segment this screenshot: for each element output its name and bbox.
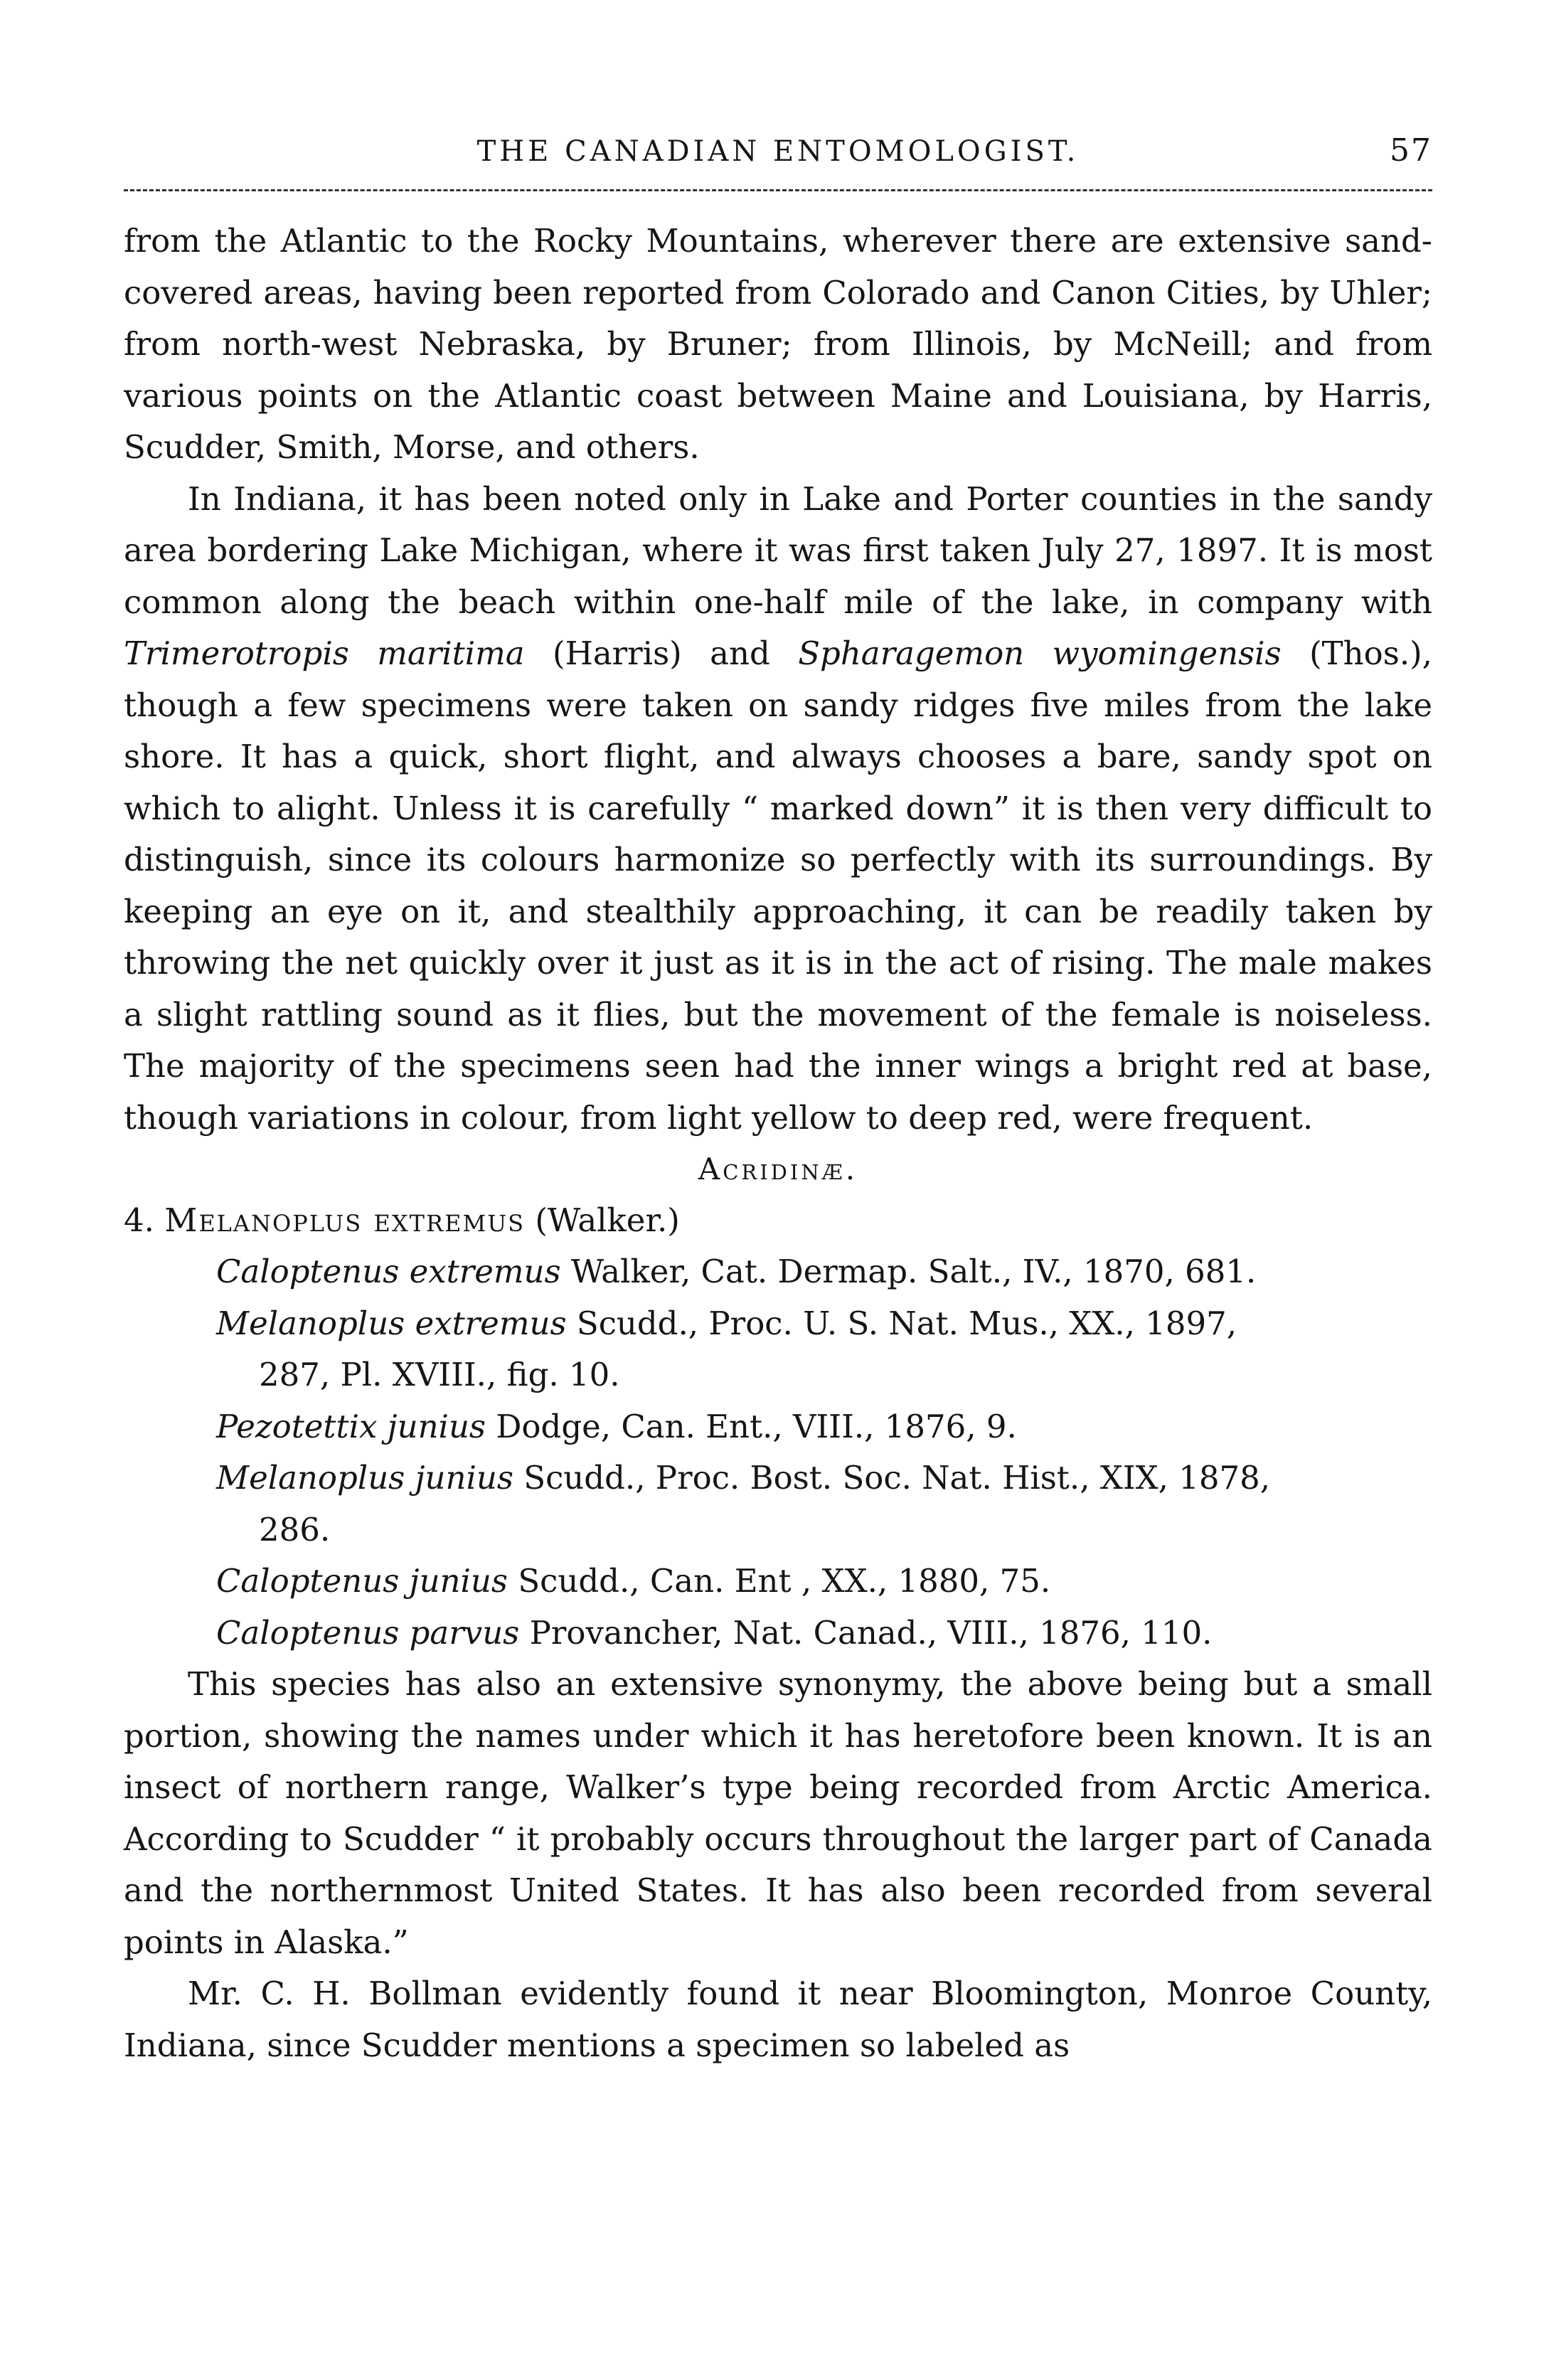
page-number: 57: [1390, 132, 1432, 169]
paragraph-2: [124, 474, 1432, 1144]
synonym-reference: Scudd., Proc. U. S. Nat. Mus., XX., 1897,: [566, 1304, 1237, 1342]
synonym-entry: [124, 1298, 1432, 1350]
synonym-entry: [124, 1452, 1432, 1504]
synonym-reference: Scudd., Can. Ent , XX., 1880, 75.: [508, 1562, 1051, 1600]
synonym-reference: Provancher, Nat. Canad., VIII., 1876, 110.: [519, 1613, 1213, 1652]
paragraph-2-text-b: (Harris) and: [524, 634, 799, 672]
species-heading: [124, 1195, 1432, 1246]
synonym-entry: [124, 1401, 1432, 1453]
species-name-trimerotropis: Trimerotropis maritima: [124, 634, 525, 672]
synonym-name: Caloptenus junius: [216, 1562, 508, 1600]
synonym-reference: Dodge, Can. Ent., VIII., 1876, 9.: [486, 1407, 1017, 1445]
document-page: [124, 128, 1432, 2071]
journal-title: THE CANADIAN ENTOMOLOGIST.: [476, 135, 1080, 168]
paragraph-4: Mr. C. H. Bollman evidently found it near Bloomington, Monroe County, Indiana, since Scudder mentions a specimen so labeled as: [124, 1975, 1432, 2064]
running-header: [124, 128, 1432, 185]
paragraph-2-text-a: In Indiana, it has been noted only in Lake and Porter counties in the sandy area bordering Lake Michigan, where it was first taken July 27, 1897. It is most common along the beach within one-half mile of the lake, in company with: [124, 479, 1432, 621]
synonym-entry: [124, 1246, 1432, 1298]
synonym-name: Pezotettix junius: [216, 1407, 486, 1445]
synonym-continuation: 287, Pl. XVIII., fig. 10.: [259, 1356, 620, 1393]
synonym-continuation: 286.: [259, 1510, 331, 1548]
species-name-spharagemon: Spharagemon wyomingensis: [798, 634, 1282, 672]
synonym-reference: Scudd., Proc. Bost. Soc. Nat. Hist., XIX, 1878,: [513, 1459, 1271, 1497]
synonym-entry: [124, 1608, 1432, 1659]
species-number: 4.: [124, 1201, 154, 1239]
synonym-name: Caloptenus extremus: [216, 1253, 561, 1290]
synonym-name: Melanoplus junius: [216, 1459, 513, 1497]
species-author: (Walker.): [535, 1201, 680, 1239]
synonym-name: Caloptenus parvus: [216, 1613, 520, 1652]
header-rule: [124, 189, 1432, 191]
section-heading: Acridinæ.: [698, 1152, 858, 1186]
synonym-entry: [124, 1556, 1432, 1608]
paragraph-3: This species has also an extensive synonymy, the above being but a small portion, showing the names under which it has heretofore been known. It is an insect of northern range, Walker’s type being recorded from Arctic America. According to Scudder “ it probably occurs throughout the larger part of Canada and the northernmost United States. It has also been recorded from several points in Alaska.”: [124, 1665, 1432, 1961]
species-name: Melanoplus extremus: [164, 1201, 526, 1239]
synonym-reference: Walker, Cat. Dermap. Salt., IV., 1870, 681.: [560, 1253, 1257, 1290]
body-text: [124, 216, 1432, 2071]
paragraph-1: from the Atlantic to the Rocky Mountains, wherever there are extensive sand-covered areas, having been reported from Colorado and Canon Cities, by Uhler; from north-west Nebraska, by Bruner; from Illinois, by McNeill; and from various points on the Atlantic coast between Maine and Louisiana, by Harris, Scudder, Smith, Morse, and others.: [124, 222, 1432, 466]
paragraph-2-text-c: (Thos.), though a few specimens were taken on sandy ridges five miles from the lake shore. It has a quick, short flight, and always chooses a bare, sandy spot on which to alight. Unless it is carefully “ marked down” it is then very difficult to distinguish, since its colours harmonize so perfectly with its surroundings. By keeping an eye on it, and stealthily approaching, it can be readily taken by throwing the net quickly over it just as it is in the act of rising. The male makes a slight rattling sound as it flies, but the movement of the female is noiseless. The majority of the specimens seen had the inner wings a bright red at base, though variations in colour, from light yellow to deep red, were frequent.: [124, 634, 1432, 1137]
synonym-list: [124, 1246, 1432, 1659]
synonym-name: Melanoplus extremus: [216, 1304, 567, 1342]
